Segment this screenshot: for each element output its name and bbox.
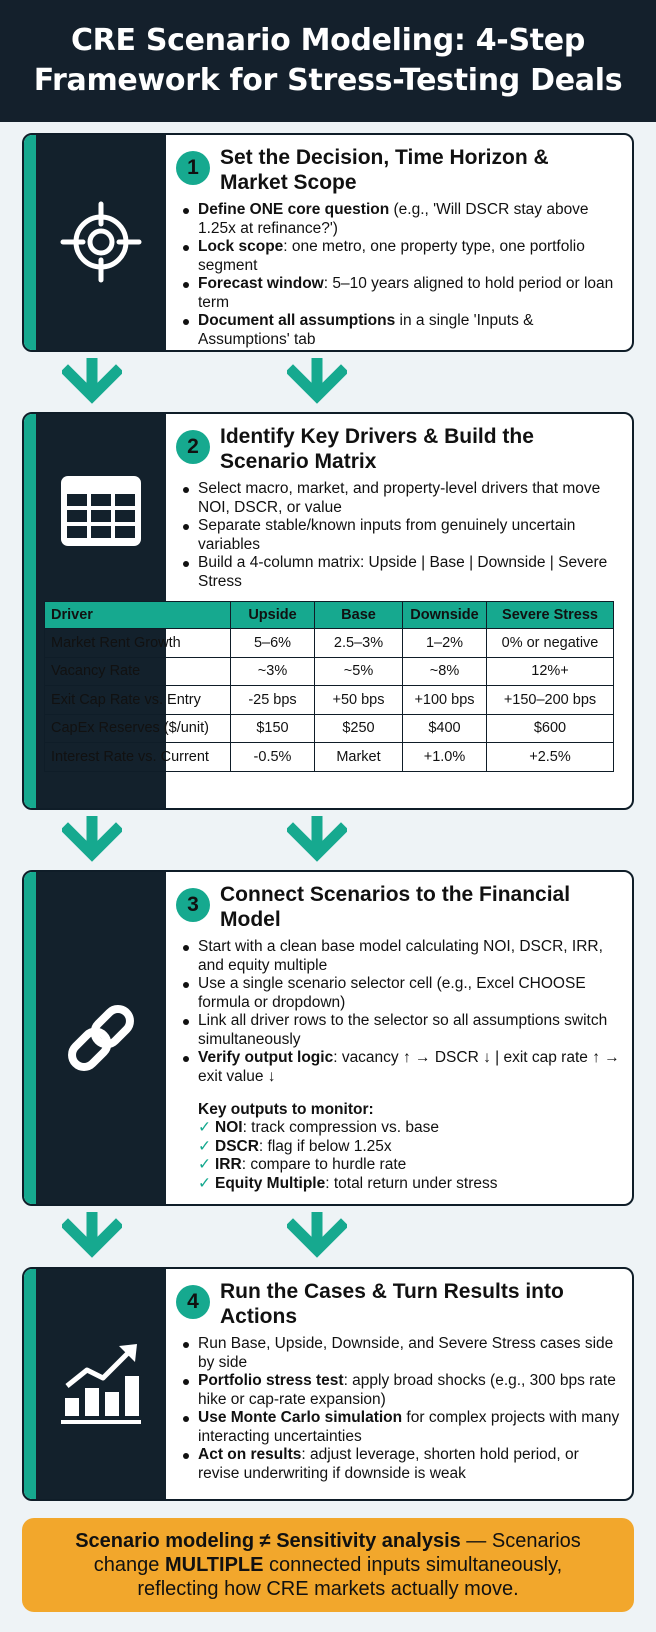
- list-item: ✓ DSCR: flag if below 1.25x: [198, 1137, 392, 1155]
- bullet-item: Use Monte Carlo simulation for complex projects with many interacting uncertainties: [178, 1409, 622, 1446]
- page-header: [0, 0, 656, 122]
- table-cell: Market: [315, 743, 403, 772]
- table-cell: 2.5–3%: [315, 629, 403, 658]
- step-title-line-1: Set the Decision, Time Horizon &: [220, 146, 549, 169]
- table-cell: ~5%: [315, 657, 403, 686]
- card-accent-strip: [24, 1269, 36, 1499]
- arrow-down-icon: [287, 1212, 347, 1260]
- step-1-icon-panel: [36, 135, 166, 352]
- scenario-matrix-table: [44, 601, 614, 772]
- card-accent-strip: [24, 872, 36, 1204]
- table-cell: -0.5%: [231, 743, 315, 772]
- step-title-line-1: Run the Cases & Turn Results into: [220, 1280, 564, 1303]
- list-item: ✓ IRR: compare to hurdle rate: [198, 1156, 407, 1173]
- column-header: Severe Stress: [487, 602, 614, 629]
- bullet-item: Document all assumptions in a single 'Inputs & Assumptions' tab: [178, 312, 622, 349]
- table-cell: Market Rent Growth: [45, 629, 231, 658]
- bullet-item: Act on results: adjust leverage, shorten hold period, or revise underwriting if downside is weak: [178, 1446, 622, 1483]
- arrow-down-icon: [62, 1212, 122, 1260]
- table-cell: 0% or negative: [487, 629, 614, 658]
- table-cell: Vacancy Rate: [45, 657, 231, 686]
- list-item: ✓ Equity Multiple: total return under stress: [198, 1174, 498, 1192]
- table-row: [45, 657, 614, 686]
- card-accent-strip: [24, 135, 36, 350]
- step-3-icon-panel: [36, 872, 166, 1206]
- table-cell: $150: [231, 714, 315, 743]
- bullet-item: Link all driver rows to the selector so all assumptions switch simultaneously: [178, 1012, 622, 1049]
- table-cell: +150–200 bps: [487, 686, 614, 715]
- step-number-badge: 3: [176, 888, 210, 922]
- step-number-badge: 2: [176, 430, 210, 464]
- step-title-line-2: Scenario Matrix: [220, 450, 377, 473]
- bullet-item: Use a single scenario selector cell (e.g., Excel CHOOSE formula or dropdown): [178, 975, 622, 1012]
- table-row: [45, 686, 614, 715]
- step-number-badge: 4: [176, 1285, 210, 1319]
- step-1-heading: [176, 145, 622, 195]
- arrow-down-icon: [62, 816, 122, 864]
- table-header-row: [45, 602, 614, 629]
- step-2-bullets: [176, 480, 622, 591]
- step-3-bullets: [176, 938, 622, 1086]
- list-item: ✓ NOI: track compression vs. base: [198, 1119, 439, 1136]
- step-number-badge: 1: [176, 151, 210, 185]
- table-cell: ~8%: [403, 657, 487, 686]
- step-title-line-2: Model: [220, 908, 281, 931]
- bullet-item: Verify output logic: vacancy ↑ → DSCR ↓ | exit cap rate ↑ → exit value ↓: [178, 1049, 622, 1086]
- checkmark-icon: ✓: [198, 1174, 211, 1192]
- key-outputs-heading: Key outputs to monitor:: [198, 1101, 374, 1118]
- table-cell: +50 bps: [315, 686, 403, 715]
- table-row: [45, 743, 614, 772]
- table-cell: $400: [403, 714, 487, 743]
- table-cell: +2.5%: [487, 743, 614, 772]
- bullet-item: Start with a clean base model calculating NOI, DSCR, IRR, and equity multiple: [178, 938, 622, 975]
- table-cell: 1–2%: [403, 629, 487, 658]
- step-4-icon-panel: [36, 1269, 166, 1501]
- step-2-heading: [176, 424, 622, 474]
- target-icon: [59, 200, 143, 289]
- callout-line-3: reflecting how CRE markets actually move.: [137, 1578, 519, 1600]
- table-row: [45, 629, 614, 658]
- step-1-card: [22, 133, 634, 352]
- arrow-down-icon: [62, 358, 122, 406]
- table-cell: Exit Cap Rate vs. Entry: [45, 686, 231, 715]
- step-3-card: [22, 870, 634, 1206]
- growth-chart-icon: [59, 1342, 143, 1431]
- step-1-bullets: [176, 201, 622, 349]
- table-cell: Interest Rate vs. Current: [45, 743, 231, 772]
- card-accent-strip: [24, 414, 36, 808]
- bullet-item: Select macro, market, and property-level drivers that move NOI, DSCR, or value: [178, 480, 622, 517]
- step-3-heading: [176, 882, 622, 932]
- column-header: Driver: [45, 602, 231, 629]
- step-4-card: [22, 1267, 634, 1501]
- table-cell: 12%+: [487, 657, 614, 686]
- step-title-line-1: Connect Scenarios to the Financial: [220, 883, 571, 906]
- bullet-item: Build a 4-column matrix: Upside | Base | Downside | Severe Stress: [178, 554, 622, 591]
- step-title-line-2: Market Scope: [220, 171, 357, 194]
- column-header: Upside: [231, 602, 315, 629]
- table-cell: 5–6%: [231, 629, 315, 658]
- callout-line-1: Scenario modeling ≠ Sensitivity analysis — Scenarios: [75, 1530, 581, 1552]
- table-cell: -25 bps: [231, 686, 315, 715]
- column-header: Downside: [403, 602, 487, 629]
- table-cell: $600: [487, 714, 614, 743]
- step-title-line-2: Actions: [220, 1305, 298, 1328]
- column-header: Base: [315, 602, 403, 629]
- bullet-item: Define ONE core question (e.g., 'Will DSCR stay above 1.25x at refinance?'): [178, 201, 622, 238]
- step-4-bullets: [176, 1335, 622, 1483]
- step-title-line-1: Identify Key Drivers & Build the: [220, 425, 534, 448]
- summary-callout: [22, 1518, 634, 1612]
- checkmark-icon: ✓: [198, 1119, 211, 1136]
- bullet-item: Separate stable/known inputs from genuinely uncertain variables: [178, 517, 622, 554]
- bullet-item: Lock scope: one metro, one property type, one portfolio segment: [178, 238, 622, 275]
- bullet-item: Portfolio stress test: apply broad shocks (e.g., 300 bps rate hike or cap-rate expansion): [178, 1372, 622, 1409]
- bullet-item: Run Base, Upside, Downside, and Severe Stress cases side by side: [178, 1335, 622, 1372]
- table-cell: CapEx Reserves ($/unit): [45, 714, 231, 743]
- table-cell: $250: [315, 714, 403, 743]
- checkmark-icon: ✓: [198, 1156, 211, 1173]
- table-grid-icon: [59, 474, 143, 553]
- bullet-item: Forecast window: 5–10 years aligned to hold period or loan term: [178, 275, 622, 312]
- table-cell: +100 bps: [403, 686, 487, 715]
- step-4-heading: [176, 1279, 622, 1329]
- table-row: [45, 714, 614, 743]
- key-outputs-list: [176, 1100, 622, 1193]
- arrow-down-icon: [287, 816, 347, 864]
- page-title-line-1: CRE Scenario Modeling: 4-Step: [70, 23, 586, 58]
- table-cell: ~3%: [231, 657, 315, 686]
- callout-line-2: change MULTIPLE connected inputs simultaneously,: [93, 1554, 563, 1576]
- page-title-line-2: Framework for Stress-Testing Deals: [33, 63, 623, 98]
- arrow-down-icon: [287, 358, 347, 406]
- table-cell: +1.0%: [403, 743, 487, 772]
- checkmark-icon: ✓: [198, 1137, 211, 1155]
- chain-link-icon: [59, 996, 143, 1085]
- step-2-card: [22, 412, 634, 810]
